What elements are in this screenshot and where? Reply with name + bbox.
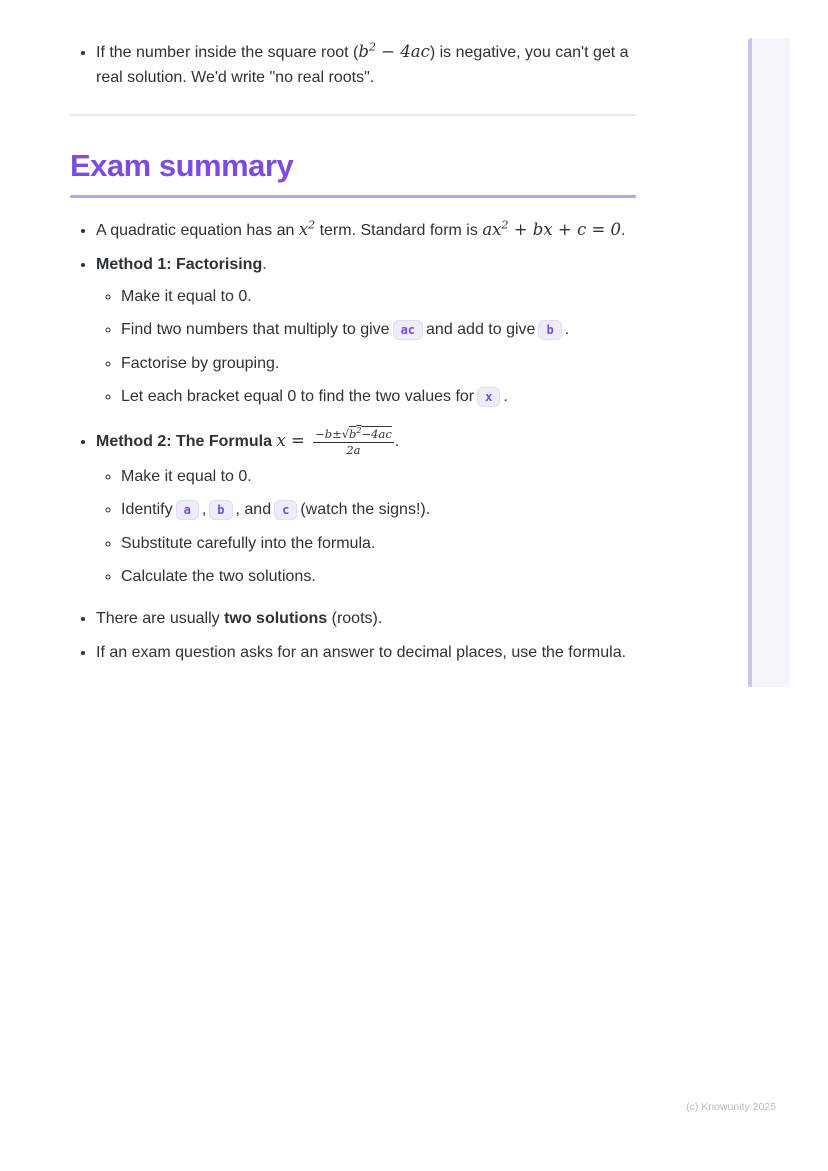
list-item xyxy=(96,606,636,631)
list-item xyxy=(96,39,636,90)
quadratic-formula: x = $\frac{-b\pm√b^2-4ac}{2a}$ xyxy=(276,426,392,458)
inline-math: $x^2$ xyxy=(298,218,316,239)
text-run: . xyxy=(262,256,267,273)
text-run: Calculate the two solutions. xyxy=(121,568,316,586)
text-run: (watch the signs!). xyxy=(300,501,431,519)
text-run: term. Standard form is xyxy=(315,222,483,239)
document-content xyxy=(70,0,636,674)
code-badge: c xyxy=(274,500,297,520)
sub-list-item xyxy=(121,284,636,309)
sub-list-item xyxy=(121,384,636,410)
text-run: Factorise by grouping. xyxy=(121,355,280,372)
sub-list-item xyxy=(121,317,636,343)
text-run: Make it equal to 0. xyxy=(121,288,252,305)
sub-list-item xyxy=(121,531,636,556)
sub-list-item xyxy=(121,564,636,589)
bold-text: Method 2: The Formula xyxy=(96,433,272,451)
code-badge: b xyxy=(209,500,232,520)
code-badge: x xyxy=(477,387,500,407)
text-run: (roots). xyxy=(327,610,383,628)
vertical-scrollbar-track[interactable] xyxy=(748,38,790,687)
text-run: . xyxy=(564,321,570,338)
bold-text: Method 1: Factorising xyxy=(96,256,263,273)
text-run: Let each bracket equal 0 to find the two values for xyxy=(121,388,475,405)
list-item xyxy=(96,427,636,589)
inline-math: $b^2 - 4ac$ xyxy=(358,40,430,61)
heading-underline xyxy=(70,195,636,198)
text-run: . xyxy=(621,222,626,239)
text-run: There are usually xyxy=(96,610,225,628)
text-run: , xyxy=(201,501,207,519)
text-run: A quadratic equation has an xyxy=(96,222,299,239)
list-item xyxy=(96,640,636,665)
section-heading: Exam summary xyxy=(70,148,294,183)
section-divider xyxy=(70,114,636,116)
text-run: ) is negative, you can't get a real solution. We'd write "no real roots". xyxy=(96,44,629,86)
text-run: If an exam question asks for an answer to decimal places, use the formula. xyxy=(96,644,627,662)
code-badge: ac xyxy=(393,320,423,340)
text-run: . xyxy=(394,433,400,451)
bold-text: two solutions xyxy=(224,610,328,628)
code-badge: b xyxy=(538,320,561,340)
text-run: Make it equal to 0. xyxy=(121,468,252,486)
sub-list xyxy=(96,464,636,589)
code-badge: a xyxy=(176,500,199,520)
text-run: and add to give xyxy=(426,321,536,338)
list-item xyxy=(96,217,636,243)
sub-list-item xyxy=(121,497,636,523)
text-run: , and xyxy=(235,501,272,519)
text-run: . xyxy=(503,388,508,405)
sub-list-item xyxy=(121,464,636,489)
list-item xyxy=(96,252,636,410)
sub-list xyxy=(96,284,636,410)
inline-math: $ax^2$ + bx + c = 0 xyxy=(482,218,622,239)
summary-list xyxy=(70,217,636,665)
text-run: If the number inside the square root ( xyxy=(96,44,359,61)
text-run: Identify xyxy=(121,501,173,519)
intro-list xyxy=(70,39,636,90)
sub-list-item xyxy=(121,351,636,376)
copyright-footer: (c) Knowunity 2025 xyxy=(686,1101,776,1113)
text-run: Find two numbers that multiply to give xyxy=(121,321,390,338)
text-run: Substitute carefully into the formula. xyxy=(121,535,376,553)
